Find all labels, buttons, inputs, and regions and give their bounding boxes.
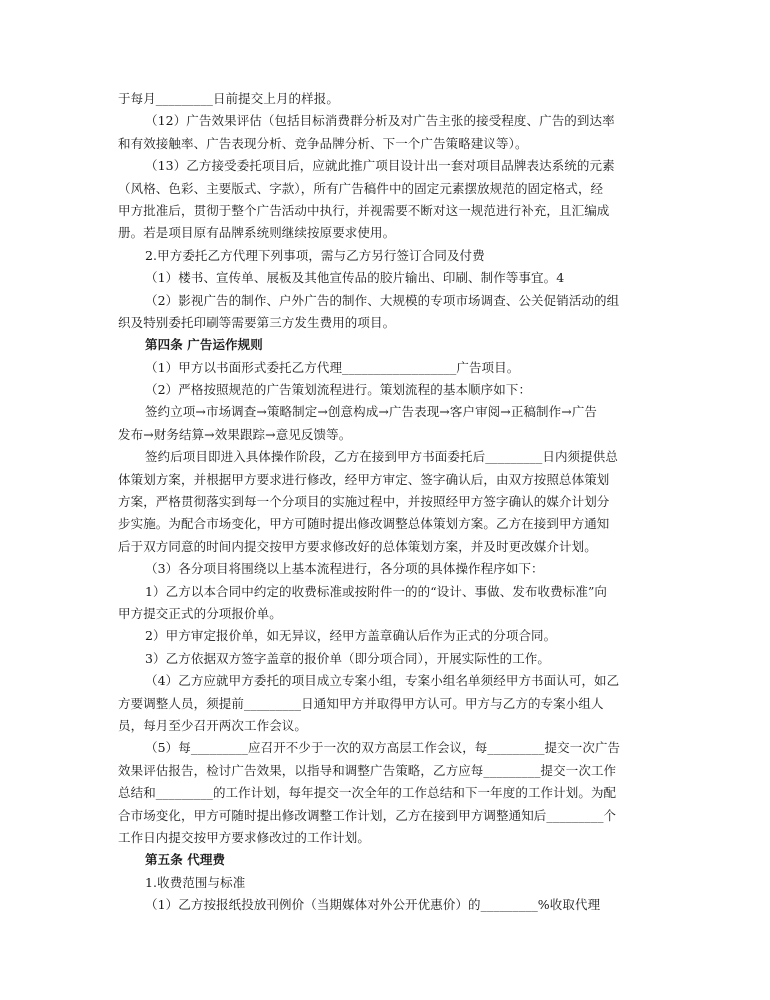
text-line: （2）严格按照规范的广告策划流程进行。策划流程的基本顺序如下： (145, 382, 532, 398)
text-line: 发布→财务结算→效果跟踪→意见反馈等。 (118, 426, 352, 442)
section-heading: 第五条 代理费 (145, 852, 226, 868)
text-line: 合市场变化，甲方可随时提出修改调整工作计划，乙方在接到甲方调整通知后_________个 (118, 807, 617, 823)
text-line: （1）楼书、宣传单、展板及其他宣传品的胶片输出、印刷、制作等事宜。4 (145, 270, 565, 286)
text-line: 后于双方同意的时间内提交按甲方要求修改好的总体策划方案，并及时更改媒介计划。 (118, 538, 597, 554)
text-line: （2）影视广告的制作、户外广告的制作、大规模的专项市场调查、公关促销活动的组 (145, 292, 620, 308)
text-line: 1.收费范围与标准 (145, 874, 246, 890)
text-line: 织及特别委托印刷等需要第三方发生费用的项目。 (118, 314, 396, 330)
text-line: 体策划方案，并根据甲方要求进行修改，经甲方审定、签字确认后，由双方按照总体策划 (118, 471, 610, 487)
text-line: （风格、色彩、主要版式、字款），所有广告稿件中的固定元素摆放规范的固定格式，经 (118, 180, 604, 196)
text-line: （12）广告效果评估（包括目标消费群分析及对广告主张的接受程度、广告的到达率 (145, 113, 615, 129)
text-line: 2）甲方审定报价单，如无异议，经甲方盖章确认后作为正式的分项合同。 (145, 628, 557, 644)
text-line: 甲方提交正式的分项报价单。 (118, 605, 282, 621)
text-line: （5）每_________应召开不少于一次的双方高层工作会议，每_________提交一次广告 (145, 740, 621, 756)
text-line: 方案，严格贯彻落实到每一个分项目的实施过程中，并按照经甲方签字确认的媒介计划分 (118, 494, 610, 510)
text-line: （3）各分项目将围绕以上基本流程进行，各分项的具体操作程序如下： (145, 561, 544, 577)
text-line: 工作日内提交按甲方要求修改过的工作计划。 (118, 829, 371, 845)
text-line: 和有效接触率、广告表现分析、竞争品牌分析、下一个广告策略建议等）。 (118, 135, 528, 151)
text-line: 3）乙方依据双方签字盖章的报价单（即分项合同），开展实际性的工作。 (145, 650, 551, 666)
text-line: （13）乙方接受委托项目后，应就此推广项目设计出一套对项目品牌表达系统的元素 (145, 158, 615, 174)
text-line: 签约后项目即进入具体操作阶段，乙方在接到甲方书面委托后_________日内须提供总 (145, 449, 618, 465)
text-line: 甲方批准后，贯彻于整个广告活动中执行，并视需要不断对这一规范进行补充，且汇编成 (118, 202, 610, 218)
text-line: 1）乙方以本合同中约定的收费标准或按附件一的的“设计、事做、发布收费标准”向 (145, 583, 608, 599)
text-line: 册。若是项目原有品牌系统则继续按原要求使用。 (118, 225, 396, 241)
text-line: （1）甲方以书面形式委托乙方代理__________________广告项目。 (145, 359, 520, 375)
text-line: （1）乙方按报纸投放刊例价（当期媒体对外公开优惠价）的_________%收取代理 (145, 897, 601, 913)
text-line: 效果评估报告，检讨广告效果，以指导和调整广告策略，乙方应每_________提交一次工作 (118, 762, 617, 778)
text-line: 于每月_________日前提交上月的样报。 (118, 91, 339, 106)
text-line: 总结和_________的工作计划，每年提交一次全年的工作总结和下一年度的工作计划。为配 (118, 785, 617, 801)
text-line: 签约立项→市场调查→策略制定→创意构成→广告表现→客户审阅→正稿制作→广告 (145, 404, 598, 420)
text-line: 2.甲方委托乙方代理下列事项，需与乙方另行签订合同及付费 (145, 247, 485, 263)
text-line: （4）乙方应就甲方委托的项目成立专案小组，专案小组名单须经甲方书面认可，如乙 (145, 673, 620, 689)
section-heading: 第四条 广告运作规则 (145, 337, 263, 353)
text-line: 方要调整人员，须提前_________日通知甲方并取得甲方认可。甲方与乙方的专案小组人 (118, 695, 604, 711)
text-line: 员，每月至少召开两次工作会议。 (118, 717, 308, 733)
text-line: 步实施。为配合市场变化，甲方可随时提出修改调整总体策划方案。乙方在接到甲方通知 (118, 516, 610, 532)
